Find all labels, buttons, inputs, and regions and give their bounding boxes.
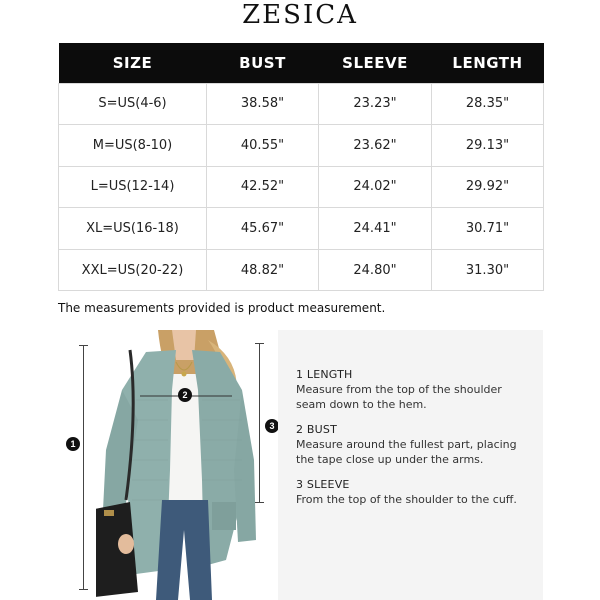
header-length: LENGTH <box>432 43 544 83</box>
measurement-instructions <box>278 330 543 600</box>
cell-sleeve: 24.41" <box>319 208 432 250</box>
cell-size: XXL=US(20-22) <box>59 249 207 291</box>
cell-length: 29.13" <box>432 125 544 167</box>
header-bust: BUST <box>207 43 319 83</box>
cell-sleeve: 23.23" <box>319 83 432 125</box>
brand-logo: ZESICA <box>242 0 358 30</box>
cell-bust: 42.52" <box>207 166 319 208</box>
length-dimension-cap-bottom <box>79 589 88 590</box>
sleeve-dimension-cap-top <box>255 343 264 344</box>
cell-sleeve: 24.02" <box>319 166 432 208</box>
cell-length: 29.92" <box>432 166 544 208</box>
length-dimension-cap-top <box>79 345 88 346</box>
measure-sleeve-title: 3 SLEEVE <box>296 478 350 491</box>
measure-bust-desc-line: the tape close up under the arms. <box>296 453 484 466</box>
measure-sleeve <box>296 477 517 507</box>
header-sleeve: SLEEVE <box>319 43 432 83</box>
measure-bust-desc-line: Measure around the fullest part, placing <box>296 438 517 451</box>
measurement-note: The measurements provided is product measurement. <box>58 301 386 315</box>
sleeve-dimension-cap-bottom <box>255 502 264 503</box>
table-row <box>59 125 544 167</box>
cell-size: L=US(12-14) <box>59 166 207 208</box>
cell-length: 31.30" <box>432 249 544 291</box>
sleeve-dimension-line <box>259 343 260 503</box>
cell-bust: 48.82" <box>207 249 319 291</box>
size-chart-table <box>58 43 544 291</box>
length-dimension-line <box>83 345 84 590</box>
measure-length-desc-line: seam down to the hem. <box>296 398 427 411</box>
table-row <box>59 249 544 291</box>
model-photo <box>96 330 256 600</box>
cell-length: 28.35" <box>432 83 544 125</box>
measure-bust <box>296 422 517 467</box>
cell-size: XL=US(16-18) <box>59 208 207 250</box>
cell-bust: 45.67" <box>207 208 319 250</box>
measure-length <box>296 367 502 412</box>
cell-sleeve: 23.62" <box>319 125 432 167</box>
cell-bust: 38.58" <box>207 83 319 125</box>
cell-length: 30.71" <box>432 208 544 250</box>
measure-length-desc-line: Measure from the top of the shoulder <box>296 383 502 396</box>
measure-length-title: 1 LENGTH <box>296 368 353 381</box>
table-row <box>59 83 544 125</box>
header-size: SIZE <box>59 43 207 83</box>
cell-size: S=US(4-6) <box>59 83 207 125</box>
measure-sleeve-desc-line: From the top of the shoulder to the cuff. <box>296 493 517 506</box>
bust-badge: 2 <box>178 388 192 402</box>
model-illustration <box>96 330 256 600</box>
cell-sleeve: 24.80" <box>319 249 432 291</box>
measure-bust-title: 2 BUST <box>296 423 337 436</box>
length-badge: 1 <box>66 437 80 451</box>
table-row <box>59 208 544 250</box>
table-row <box>59 166 544 208</box>
cell-bust: 40.55" <box>207 125 319 167</box>
sleeve-badge: 3 <box>265 419 279 433</box>
table-header-row <box>59 43 544 83</box>
cell-size: M=US(8-10) <box>59 125 207 167</box>
